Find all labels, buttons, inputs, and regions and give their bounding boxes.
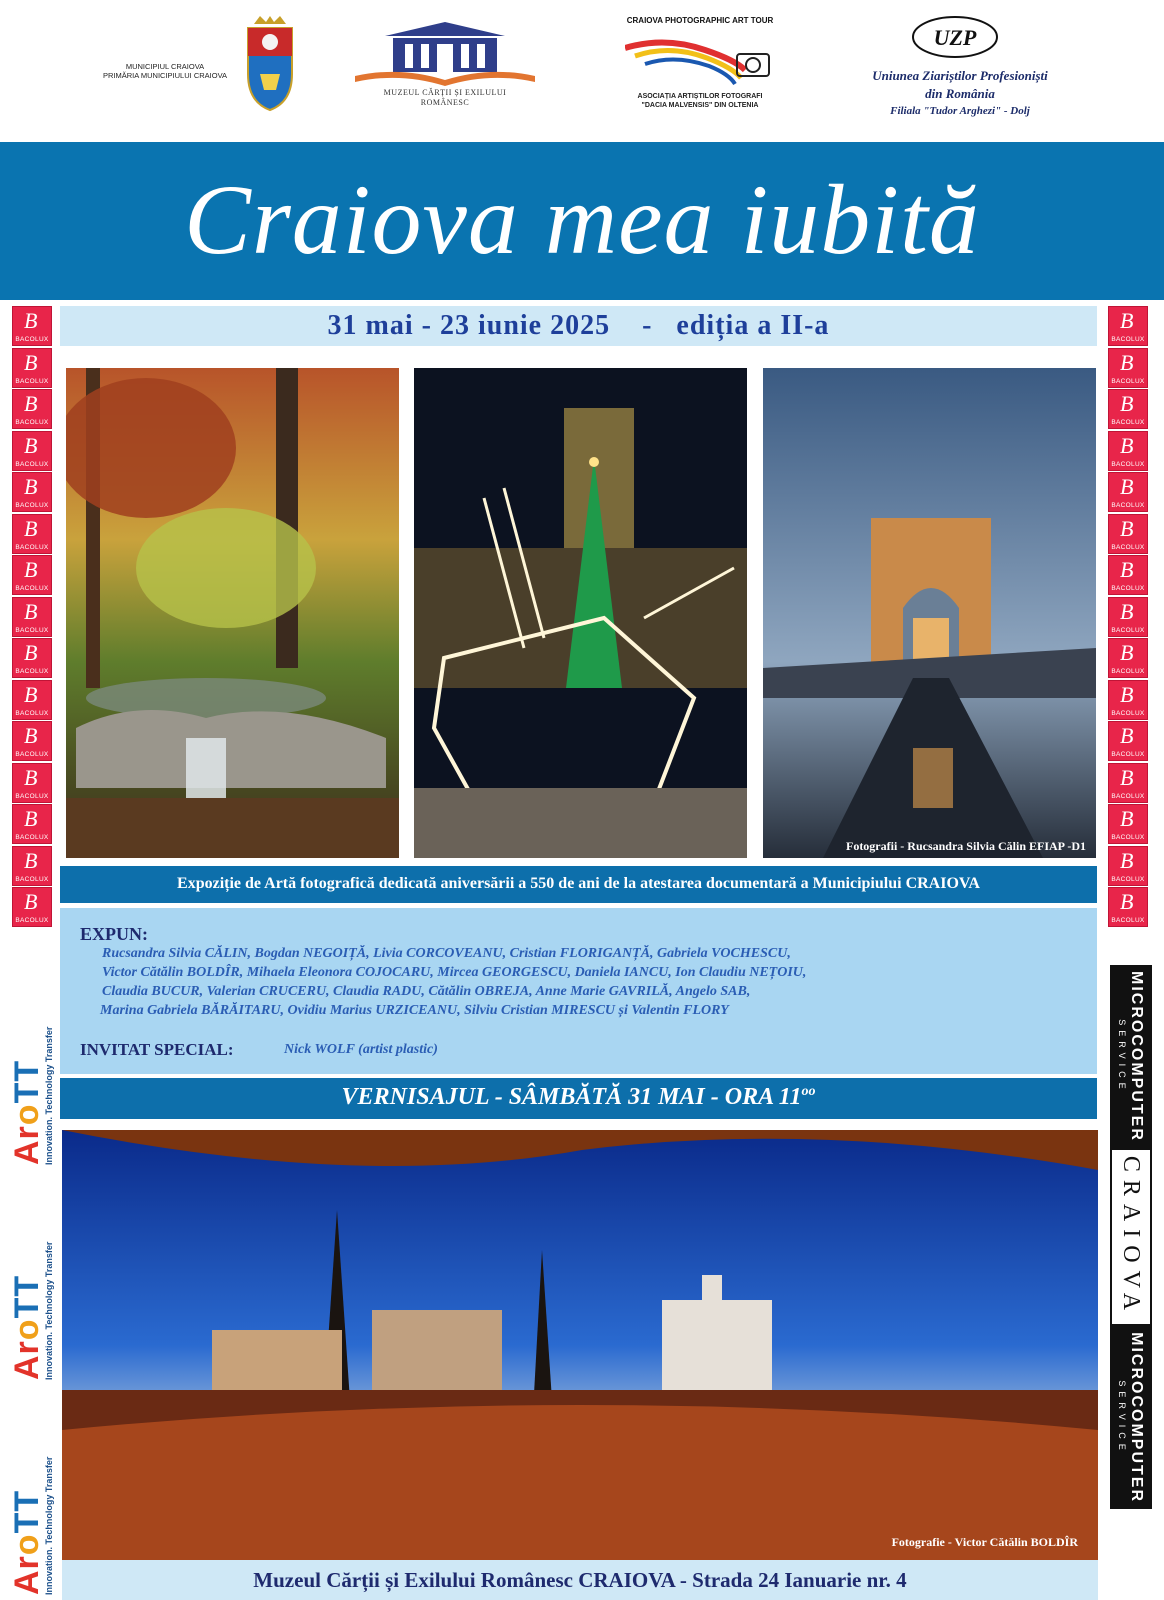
bacolux-label: BACOLUX bbox=[15, 751, 49, 758]
bacolux-b-icon: B bbox=[1120, 806, 1134, 831]
museum-building-icon bbox=[355, 18, 535, 90]
bacolux-b-icon: B bbox=[1120, 474, 1134, 499]
bacolux-logo-tile bbox=[12, 597, 52, 637]
bacolux-label: BACOLUX bbox=[1111, 460, 1145, 468]
bacolux-b-icon: B bbox=[24, 764, 38, 790]
bacolux-logo-tile bbox=[1108, 846, 1148, 886]
bacolux-label: BACOLUX bbox=[1111, 626, 1145, 634]
bacolux-b-icon: B bbox=[1120, 640, 1134, 665]
bacolux-logo-tile bbox=[1108, 431, 1148, 471]
exhibition-dates: 31 mai - 23 iunie 2025 - ediția a II-a bbox=[327, 310, 830, 341]
primaria-craiova-logo bbox=[95, 14, 305, 114]
bacolux-label: BACOLUX bbox=[15, 792, 49, 800]
bacolux-label: BACOLUX bbox=[1111, 792, 1145, 800]
bacolux-label: BACOLUX bbox=[15, 917, 49, 924]
bacolux-b-icon: B bbox=[24, 640, 38, 665]
poster-title: Craiova mea iubită bbox=[184, 164, 980, 275]
muzeu-line1: MUZEUL CĂRȚII ȘI EXILULUI bbox=[383, 88, 507, 97]
bacolux-b-icon: B bbox=[1120, 681, 1134, 707]
bacolux-b-icon: B bbox=[1120, 308, 1134, 333]
exhibitors-line: Victor Cătălin BOLDÎR, Mihaela Eleonora COJOCARU, Mircea GEORGESCU, Daniela IANCU, Ion Claudiu NEȚOIU, bbox=[102, 965, 807, 980]
bacolux-logo-tile bbox=[12, 514, 52, 554]
microcomputer-logo bbox=[1110, 965, 1152, 1148]
bacolux-b-icon: B bbox=[24, 723, 38, 748]
arott-tagline: Innovation. Technology Transfer bbox=[44, 1026, 54, 1165]
primaria-text bbox=[95, 62, 235, 80]
bacolux-logo-tile bbox=[1108, 638, 1148, 678]
tour-title: CRAIOVA PHOTOGRAPHIC ART TOUR bbox=[626, 16, 774, 25]
arott-sponsor-column bbox=[6, 950, 60, 1595]
bacolux-b-icon: B bbox=[24, 806, 38, 831]
arott-tagline: Innovation. Technology Transfer bbox=[44, 1241, 54, 1380]
bacolux-label: BACOLUX bbox=[15, 626, 49, 634]
bacolux-b-icon: B bbox=[1120, 723, 1134, 748]
tour-line1: ASOCIAȚIA ARTIȘTILOR FOTOGRAFI bbox=[637, 93, 763, 100]
autumn-park-photo bbox=[66, 368, 399, 858]
bacolux-label: BACOLUX bbox=[15, 709, 49, 717]
venue-address: Muzeul Cărții și Exilului Românesc CRAIOVA - Strada 24 Ianuarie nr. 4 bbox=[253, 1568, 907, 1592]
microcomputer-sponsor-column bbox=[1110, 965, 1152, 1595]
bacolux-label: BACOLUX bbox=[15, 377, 49, 385]
bacolux-logo-tile bbox=[1108, 804, 1148, 844]
exhibitors-panel bbox=[60, 908, 1097, 1074]
address-bar bbox=[62, 1560, 1098, 1600]
service-word: SERVICE bbox=[1117, 1380, 1128, 1455]
vernisaj-text bbox=[60, 1084, 1097, 1111]
bacolux-label: BACOLUX bbox=[15, 585, 49, 592]
microcomputer-word: MICROCOMPUTER bbox=[1128, 971, 1146, 1142]
muzeu-cartii-logo bbox=[355, 18, 535, 118]
bacolux-logo-tile bbox=[12, 389, 52, 429]
christmas-lights-image bbox=[414, 368, 747, 858]
bacolux-logo-tile bbox=[1108, 306, 1148, 346]
bacolux-b-icon: B bbox=[1120, 598, 1134, 624]
arott-strip bbox=[6, 950, 60, 1595]
bacolux-label: BACOLUX bbox=[1111, 377, 1145, 385]
bacolux-b-icon: B bbox=[24, 515, 38, 541]
bacolux-label: BACOLUX bbox=[1111, 917, 1145, 924]
panorama-image bbox=[62, 1130, 1098, 1560]
bacolux-label: BACOLUX bbox=[1111, 834, 1145, 841]
microcomputer-word: MICROCOMPUTER bbox=[1128, 1332, 1146, 1504]
bacolux-b-icon: B bbox=[24, 681, 38, 707]
panorama-credit: Fotografie - Victor Cătălin BOLDÎR bbox=[891, 1535, 1078, 1549]
bacolux-label: BACOLUX bbox=[1111, 336, 1145, 343]
exhibitors-line: Marina Gabriela BĂRĂITARU, Ovidiu Marius URZICEANU, Silviu Cristian MIRESCU și Valentin FLORY bbox=[100, 1003, 729, 1018]
bacolux-b-icon: B bbox=[24, 308, 38, 333]
bacolux-label: BACOLUX bbox=[15, 502, 49, 509]
bacolux-b-icon: B bbox=[1120, 515, 1134, 541]
bacolux-logo-tile bbox=[12, 638, 52, 678]
date-bar bbox=[60, 306, 1097, 346]
sponsor-logos-header bbox=[0, 0, 1164, 140]
bacolux-logo-tile bbox=[12, 306, 52, 346]
uzp-line1: Uniunea Ziariștilor Profesioniști bbox=[872, 68, 1048, 83]
vernisaj-label: VERNISAJUL - SÂMBĂTĂ 31 MAI - ORA 11 bbox=[341, 1084, 802, 1110]
bacolux-logo-tile bbox=[1108, 389, 1148, 429]
exhibitors-line: Rucsandra Silvia CĂLIN, Bogdan NEGOIȚĂ, Livia CORCOVEANU, Cristian FLORIGANȚĂ, Gabriela VOCHESCU, bbox=[102, 946, 791, 961]
bacolux-logo-tile bbox=[12, 763, 52, 803]
uzp-line2: din România bbox=[925, 86, 995, 101]
bacolux-b-icon: B bbox=[24, 349, 38, 375]
bacolux-logo-tile bbox=[1108, 680, 1148, 720]
craiova-coat-of-arms-icon bbox=[240, 14, 300, 114]
bacolux-b-icon: B bbox=[1120, 764, 1134, 790]
bacolux-column-left bbox=[12, 306, 54, 929]
bacolux-b-icon: B bbox=[24, 598, 38, 624]
muzeu-line2: ROMÂNESC bbox=[420, 98, 470, 107]
bacolux-b-icon: B bbox=[24, 391, 38, 416]
service-word: SERVICE bbox=[1117, 1019, 1128, 1094]
arott-logo bbox=[6, 1165, 60, 1380]
uzp-logo bbox=[855, 14, 1075, 124]
bacolux-logo-tile bbox=[12, 680, 52, 720]
craiova-block bbox=[1110, 1148, 1152, 1326]
title-banner bbox=[0, 142, 1164, 300]
snowy-bridge-image bbox=[763, 368, 1096, 858]
bacolux-label: BACOLUX bbox=[15, 668, 49, 675]
bacolux-label: BACOLUX bbox=[1111, 419, 1145, 426]
bacolux-label: BACOLUX bbox=[15, 336, 49, 343]
bacolux-logo-tile bbox=[12, 348, 52, 388]
bacolux-logo-tile bbox=[12, 804, 52, 844]
bacolux-logo-tile bbox=[12, 431, 52, 471]
vernisaj-minutes: oo bbox=[801, 1084, 816, 1099]
bacolux-b-icon: B bbox=[1120, 349, 1134, 375]
bacolux-b-icon: B bbox=[1120, 557, 1134, 582]
bacolux-label: BACOLUX bbox=[1111, 585, 1145, 592]
exhibition-description: Expoziție de Artă fotografică dedicată aniversării a 550 de ani de la atestarea documentară a Municipiului CRAIOVA bbox=[177, 875, 980, 892]
bacolux-label: BACOLUX bbox=[15, 875, 49, 883]
bacolux-b-icon: B bbox=[24, 474, 38, 499]
snowy-bridge-photo bbox=[763, 368, 1096, 858]
bacolux-logo-tile bbox=[1108, 597, 1148, 637]
photographic-art-tour-logo bbox=[625, 14, 785, 114]
bacolux-b-icon: B bbox=[24, 847, 38, 873]
arott-tagline: Innovation. Technology Transfer bbox=[44, 1456, 54, 1595]
bacolux-b-icon: B bbox=[24, 557, 38, 582]
bacolux-logo-tile bbox=[1108, 472, 1148, 512]
bacolux-logo-tile bbox=[1108, 514, 1148, 554]
bacolux-logo-tile bbox=[1108, 721, 1148, 761]
bacolux-label: BACOLUX bbox=[15, 419, 49, 426]
bacolux-b-icon: B bbox=[1120, 847, 1134, 873]
tour-line2: "DACIA MALVENSIS" DIN OLTENIA bbox=[641, 102, 759, 109]
primaria-line2: PRIMĂRIA MUNICIPIULUI CRAIOVA bbox=[102, 71, 228, 80]
arott-word: AroTT bbox=[8, 1489, 46, 1595]
arott-logo bbox=[6, 1380, 60, 1595]
bacolux-label: BACOLUX bbox=[1111, 875, 1145, 883]
microcomputer-strip bbox=[1110, 965, 1152, 1595]
exhibition-description-bar bbox=[60, 866, 1097, 903]
bacolux-b-icon: B bbox=[1120, 391, 1134, 416]
uzp-line3: Filiala "Tudor Arghezi" - Dolj bbox=[890, 105, 1030, 117]
autumn-park-image bbox=[66, 368, 399, 858]
bacolux-b-icon: B bbox=[24, 889, 38, 914]
bacolux-logo-tile bbox=[1108, 887, 1148, 927]
bacolux-logo-tile bbox=[1108, 763, 1148, 803]
bacolux-b-icon: B bbox=[24, 432, 38, 458]
bacolux-label: BACOLUX bbox=[1111, 709, 1145, 717]
invited-heading: INVITAT SPECIAL: bbox=[80, 1040, 234, 1059]
christmas-lights-photo bbox=[414, 368, 747, 858]
bacolux-logo-tile bbox=[1108, 555, 1148, 595]
camera-flag-icon bbox=[625, 32, 775, 90]
tour-subtitle bbox=[625, 92, 775, 110]
bacolux-logo-tile bbox=[12, 846, 52, 886]
bacolux-logo-tile bbox=[12, 887, 52, 927]
bacolux-column-right bbox=[1108, 306, 1150, 929]
bacolux-logo-tile bbox=[12, 555, 52, 595]
bacolux-label: BACOLUX bbox=[15, 834, 49, 841]
uzp-mark: UZP bbox=[933, 25, 977, 50]
muzeu-text bbox=[355, 88, 535, 108]
bacolux-label: BACOLUX bbox=[15, 543, 49, 551]
bacolux-label: BACOLUX bbox=[1111, 751, 1145, 758]
panorama-photo bbox=[62, 1130, 1098, 1560]
bacolux-label: BACOLUX bbox=[1111, 543, 1145, 551]
expun-heading: EXPUN: bbox=[80, 924, 148, 944]
primaria-line1: MUNICIPIUL CRAIOVA bbox=[125, 62, 205, 71]
arott-word: AroTT bbox=[8, 1274, 46, 1380]
bacolux-label: BACOLUX bbox=[15, 460, 49, 468]
bacolux-b-icon: B bbox=[1120, 432, 1134, 458]
bacolux-logo-tile bbox=[12, 721, 52, 761]
craiova-word: CRAIOVA bbox=[1118, 1155, 1144, 1319]
bacolux-b-icon: B bbox=[1120, 889, 1134, 914]
bacolux-logo-tile bbox=[12, 472, 52, 512]
arott-word: AroTT bbox=[8, 1059, 46, 1165]
invited-name: Nick WOLF (artist plastic) bbox=[284, 1042, 438, 1057]
arott-logo bbox=[6, 950, 60, 1165]
vernisaj-bar bbox=[60, 1078, 1097, 1119]
microcomputer-logo bbox=[1110, 1326, 1152, 1509]
photos-credit: Fotografii - Rucsandra Silvia Călin EFIAP -D1 bbox=[845, 839, 1086, 853]
bacolux-logo-tile bbox=[1108, 348, 1148, 388]
bacolux-label: BACOLUX bbox=[1111, 668, 1145, 675]
exhibitors-line: Claudia BUCUR, Valerian CRUCERU, Claudia RADU, Cătălin OBREJA, Anne Marie GAVRILĂ, Angelo SAB, bbox=[102, 984, 751, 999]
uzp-oval-icon bbox=[910, 14, 1000, 60]
bacolux-label: BACOLUX bbox=[1111, 502, 1145, 509]
